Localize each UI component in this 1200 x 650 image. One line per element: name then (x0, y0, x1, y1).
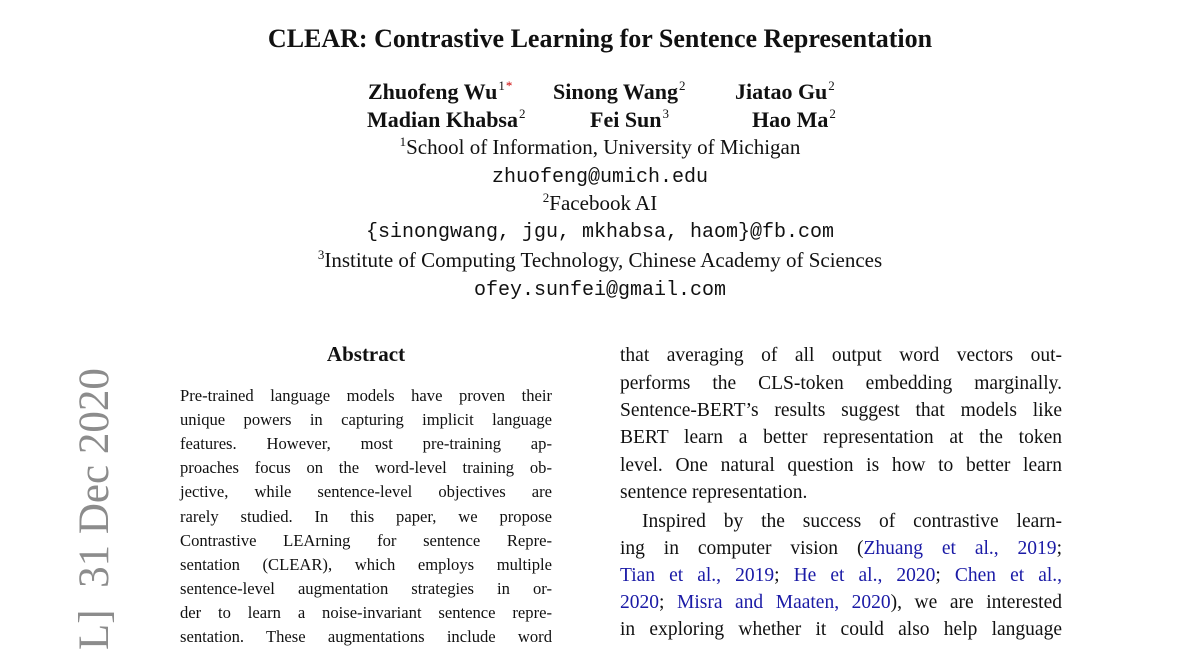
abstract-line: sentence-level augmentation strategies in or- (180, 579, 552, 598)
citation-link[interactable]: He et al., 2020 (793, 565, 936, 586)
body-line: that averaging of all output word vectors out- (620, 345, 1062, 366)
affiliation-1: $^1$School of Information, University of Michigan (399, 134, 801, 159)
author-name: Zhuofeng $Wu^{1*}$ (368, 78, 513, 104)
body-line: 2020; Misra and Maaten, 2020), we are interested (620, 592, 1063, 613)
author-name: Sinong Wang$^2$ (553, 78, 686, 104)
citation-link[interactable]: Chen et al., (954, 565, 1063, 586)
email-3: ofey.sunfei@gmail.com (473, 279, 727, 302)
affiliation-2: $^2$Facebook AI (542, 190, 658, 215)
abstract-line: jective, while sentence-level objectives are (180, 482, 552, 501)
affiliation-3: $^3$Institute of Computing Technology, Chinese Academy of Sciences (317, 247, 883, 272)
citation-link[interactable]: Tian et al., 2019 (620, 565, 775, 586)
body-line: Tian et al., 2019; He et al., 2020; Chen et al., (620, 565, 1063, 586)
arxiv-margin-stamp (70, 368, 119, 650)
abstract-heading: Abstract (326, 342, 406, 366)
abstract-line: unique powers in capturing implicit language (180, 410, 552, 429)
body-line: BERT learn a better representation at the token (620, 427, 1062, 448)
email-1: zhuofeng@umich.edu (491, 166, 709, 189)
abstract-line: sentation. These augmentations include word (180, 627, 552, 646)
abstract-line: features. However, most pre-training ap- (180, 434, 552, 453)
body-line: sentence representation. (620, 482, 808, 503)
author-name: Fei Sun$^3$ (590, 106, 670, 132)
body-line: level. One natural question is how to better learn (620, 455, 1062, 476)
abstract-line: Pre-trained language models have proven their (180, 386, 552, 405)
body-line: in exploring whether it could also help language (620, 619, 1062, 640)
body-line: performs the CLS-token embedding marginally. (620, 373, 1062, 394)
email-2: {sinongwang, jgu, mkhabsa, haom}@fb.com (365, 221, 835, 244)
abstract-line: der to learn a noise-invariant sentence repre- (180, 603, 552, 622)
author-name: Jiatao Gu$^2$ (735, 78, 835, 104)
abstract-line: proaches focus on the word-level training ob- (180, 458, 552, 477)
author-name: Hao Ma$^2$ (752, 106, 836, 132)
margin-stamp-date: 31 Dec 2020 (71, 368, 118, 588)
margin-stamp-partial: L] (71, 609, 118, 650)
author-name: Madian Khabsa$^2$ (367, 106, 526, 132)
body-line: Inspired by the success of contrastive learn- (642, 511, 1062, 532)
citation-link[interactable]: Misra and Maaten, 2020 (676, 592, 891, 613)
paper-title: CLEAR: Contrastive Learning for Sentence Representation (267, 24, 933, 53)
abstract-line: Contrastive LEArning for sentence Repre- (180, 531, 552, 550)
body-line: Sentence-BERT’s results suggest that models like (620, 400, 1062, 421)
abstract-line: sentation (CLEAR), which employs multiple (180, 555, 552, 574)
abstract-line: rarely studied. In this paper, we propose (180, 507, 552, 526)
citation-link[interactable]: Zhuang et al., 2019 (863, 538, 1057, 559)
citation-link[interactable]: 2020 (620, 592, 659, 613)
body-line: ing in computer vision (Zhuang et al., 2019; (620, 538, 1062, 559)
